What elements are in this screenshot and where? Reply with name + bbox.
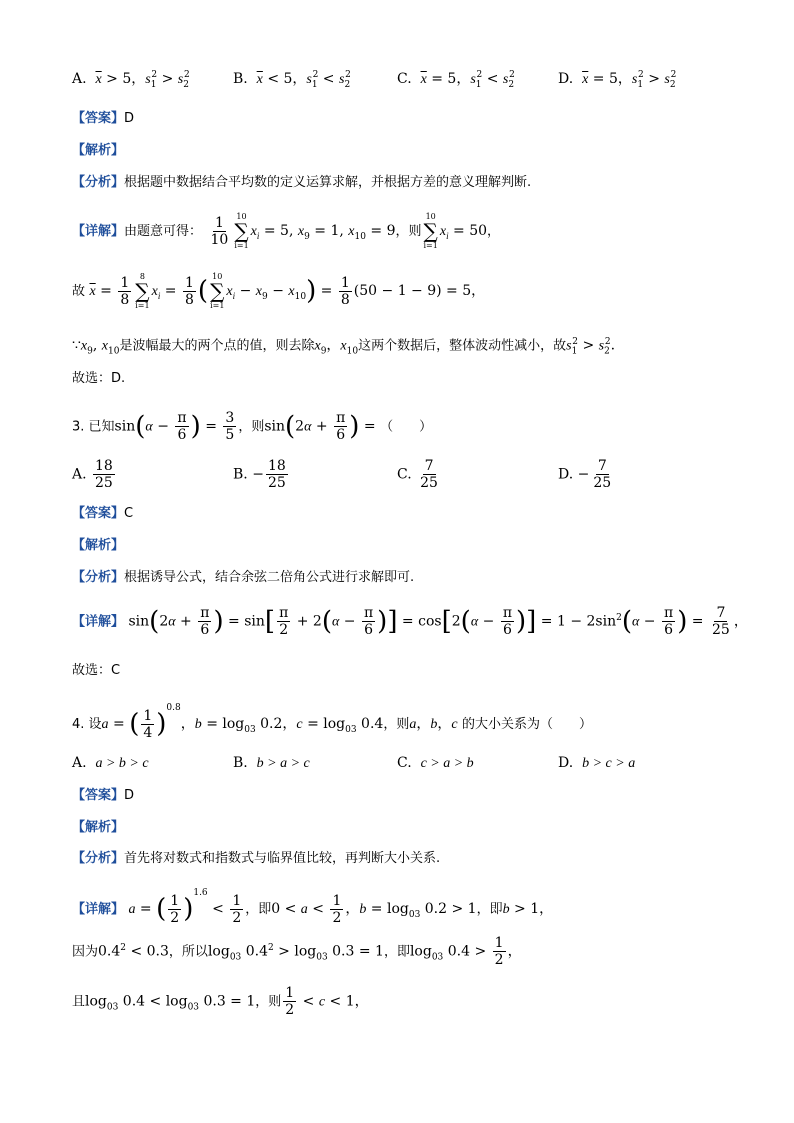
q2-option-a: A. $\overline{x} > 5$，$s_1^2 > s_2^2$ <box>72 70 190 90</box>
q2-option-d: D. $\overline{x} = 5$，$s_1^2 > s_2^2$ <box>558 70 677 90</box>
q2-fenxi: 【分析】根据题中数据结合平均数的定义运算求解，并根据方差的意义理解判断. <box>72 175 532 190</box>
q3-detail: 【详解】 sin(2α + $\frac{\pi}{6}$ ) = sin[ $\frac{\pi}{2}$ + 2(α − $\frac{\pi}{6}$ )] = cos[2(α − $\frac{\pi}{6}$ )] = $1 - 2\sin^2(\alpha$ − $\frac{\pi}{6}$ ) = $\frac{7}{25}$ ， <box>72 605 748 638</box>
q4-analysis-heading: 【解析】 <box>72 820 125 835</box>
q3-answer: 【答案】C <box>72 506 134 521</box>
q4-detail: 【详解】 a = ( $\frac{1}{2}$ )$^{1.6}$ < $\frac{1}{2}$ ，即0 < a < $\frac{1}{2}$ ，$b = \log_{03} 0.2 > 1$，即b > 1， <box>72 888 554 926</box>
q3-conclusion: 故选：C <box>72 663 121 678</box>
q4-option-c: C. c > a > b <box>397 755 474 771</box>
q2-answer: 【答案】D <box>72 111 135 126</box>
q4-option-b: B. b > a > c <box>233 755 310 771</box>
q2-conclusion: 故选：D. <box>72 371 126 386</box>
q4-option-a: A. a > b > c <box>72 755 149 771</box>
q2-mean-formula: 故 $\overline{x}$ = $\frac{1}{8}$ 8 ∑ i=1 $x_i$ = $\frac{1}{8}$ ( 10 ∑ i=1 $x_i - x_9 - x_{10}$) = $\frac{1}{8}$ (50 − 1 − 9) = 5， <box>72 272 486 310</box>
q2-because: $\because x_9$, $x_{10}$是波幅最大的两个点的值，则去除$x_9$，$x_{10}$这两个数据后，整体波动性减小，故$s_1^2 > s_2^2$. <box>72 337 616 357</box>
q2-option-b: B. $\overline{x} < 5$，$s_1^2 < s_2^2$ <box>233 70 351 90</box>
q3-option-d: D. − $\frac{7}{25}$ <box>558 458 612 491</box>
q3-option-c: C. $\frac{7}{25}$ <box>397 458 438 491</box>
q2-analysis-heading: 【解析】 <box>72 143 125 158</box>
q3-option-b: B. − $\frac{18}{25}$ <box>233 458 286 491</box>
q4-fenxi: 【分析】首先将对数式和指数式与临界值比较，再判断大小关系. <box>72 851 441 866</box>
q4-answer: 【答案】D <box>72 788 135 803</box>
q2-detail: 【详解】由题意可得： $\frac{1}{10}$ 10 ∑ i=1 $x_i = 5$, $x_9 = 1$, $x_{10} = 9$，则 10 ∑ i=1 $x_i = 50$， <box>72 212 501 250</box>
q3-option-a: A. $\frac{18}{25}$ <box>72 458 113 491</box>
q3-analysis-heading: 【解析】 <box>72 538 125 553</box>
q4-line2: 且$\log_{03} 0.4 < \log_{03} 0.3 = 1$，则 $\frac{1}{2}$ < c < 1， <box>72 985 369 1018</box>
q4-stem: 4. 设a = ( $\frac{1}{4}$ )$^{0.8}$，$b = \log_{03} 0.2$，$c = \log_{03} 0.4$，则a，b，c 的大小关系为（ ） <box>72 703 593 741</box>
q3-fenxi: 【分析】根据诱导公式，结合余弦二倍角公式进行求解即可. <box>72 570 415 585</box>
q4-line1: 因为$0.4^2 < 0.3$，所以$\log_{03} 0.4^2 > \log_{03} 0.3 = 1$，即$\log_{03} 0.4$ > $\frac{1}{2}$ ， <box>72 935 522 968</box>
q2-option-c: C. $\overline{x} = 5$，$s_1^2 < s_2^2$ <box>397 70 515 90</box>
q3-stem: 3. 已知sin(α − $\frac{\pi}{6}$ ) = $\frac{3}{5}$ ，则sin(2α + $\frac{\pi}{6}$ ) = （ ） <box>72 410 433 443</box>
q4-option-d: D. b > c > a <box>558 755 636 771</box>
